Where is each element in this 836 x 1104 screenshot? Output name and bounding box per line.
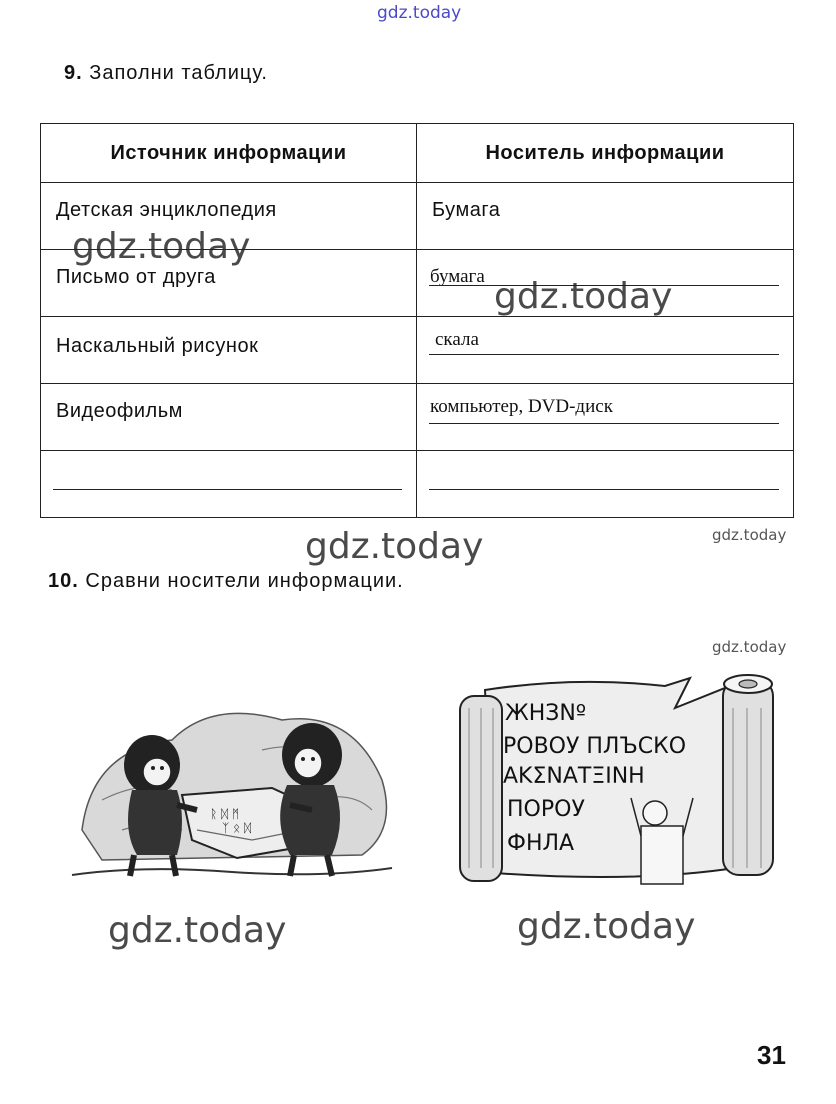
source-text: Письмо от друга bbox=[56, 266, 216, 288]
header-carrier: Носитель информации bbox=[417, 124, 794, 183]
info-table bbox=[40, 123, 794, 518]
carrier-text: Бумага bbox=[432, 199, 501, 221]
scroll-line-4: ПОРОУ bbox=[507, 797, 585, 822]
cavemen-stone-illustration bbox=[62, 680, 402, 900]
carrier-answer: компьютер, DVD-диск bbox=[430, 396, 613, 417]
watermark-pic-right: gdz.today bbox=[517, 906, 696, 947]
source-cell bbox=[41, 384, 417, 451]
scroll-line-3: ΑΚΣΝΑΤΞΙΝΗ bbox=[503, 764, 645, 789]
table-row bbox=[41, 384, 794, 451]
header-source: Источник информации bbox=[41, 124, 417, 183]
carrier-cell bbox=[417, 250, 794, 317]
carrier-cell bbox=[417, 183, 794, 250]
source-text: Детская энциклопедия bbox=[56, 199, 277, 221]
carrier-answer: скала bbox=[435, 329, 479, 350]
scroll-line-2: РОВОУ ПЛЪСКО bbox=[503, 734, 687, 759]
table-header-row bbox=[41, 124, 794, 183]
task-10-text: Сравни носители информации. bbox=[85, 570, 404, 592]
answer-line bbox=[429, 423, 779, 424]
carrier-cell bbox=[417, 451, 794, 518]
source-cell bbox=[41, 317, 417, 384]
table-row bbox=[41, 183, 794, 250]
watermark-mid: gdz.today bbox=[305, 526, 484, 567]
answer-line bbox=[429, 285, 779, 286]
page-number: 31 bbox=[757, 1040, 786, 1070]
answer-line bbox=[429, 489, 779, 490]
table-row bbox=[41, 317, 794, 384]
scroll-line-1: ЖНЗNº bbox=[505, 701, 587, 726]
answer-line bbox=[53, 489, 402, 490]
carrier-answer: бумага bbox=[430, 266, 485, 287]
watermark-top: gdz.today bbox=[377, 3, 462, 23]
source-text: Наскальный рисунок bbox=[56, 335, 259, 357]
scroll-illustration bbox=[455, 668, 795, 898]
carrier-cell bbox=[417, 317, 794, 384]
scroll-line-5: ФНЛА bbox=[507, 831, 575, 856]
source-text: Видеофильм bbox=[56, 400, 183, 422]
watermark-table-right: gdz.today bbox=[494, 276, 673, 317]
task-9-text: Заполни таблицу. bbox=[89, 62, 268, 84]
table-row bbox=[41, 451, 794, 518]
watermark-table-left: gdz.today bbox=[72, 226, 251, 267]
svg-text:ᚱ ᛞ ᛗ: ᚱ ᛞ ᛗ bbox=[210, 807, 240, 821]
task-9-number: 9. bbox=[64, 62, 83, 84]
svg-text:ᛉ ᛟ ᛞ: ᛉ ᛟ ᛞ bbox=[222, 821, 252, 835]
task-9-heading bbox=[64, 62, 268, 85]
source-cell bbox=[41, 250, 417, 317]
task-10-number: 10. bbox=[48, 570, 79, 592]
source-cell bbox=[41, 183, 417, 250]
answer-line bbox=[429, 354, 779, 355]
table-row bbox=[41, 250, 794, 317]
task-10-heading bbox=[48, 570, 404, 593]
watermark-small-1: gdz.today bbox=[712, 526, 787, 544]
source-cell bbox=[41, 451, 417, 518]
watermark-pic-left: gdz.today bbox=[108, 910, 287, 951]
carrier-cell bbox=[417, 384, 794, 451]
watermark-small-2: gdz.today bbox=[712, 638, 787, 656]
